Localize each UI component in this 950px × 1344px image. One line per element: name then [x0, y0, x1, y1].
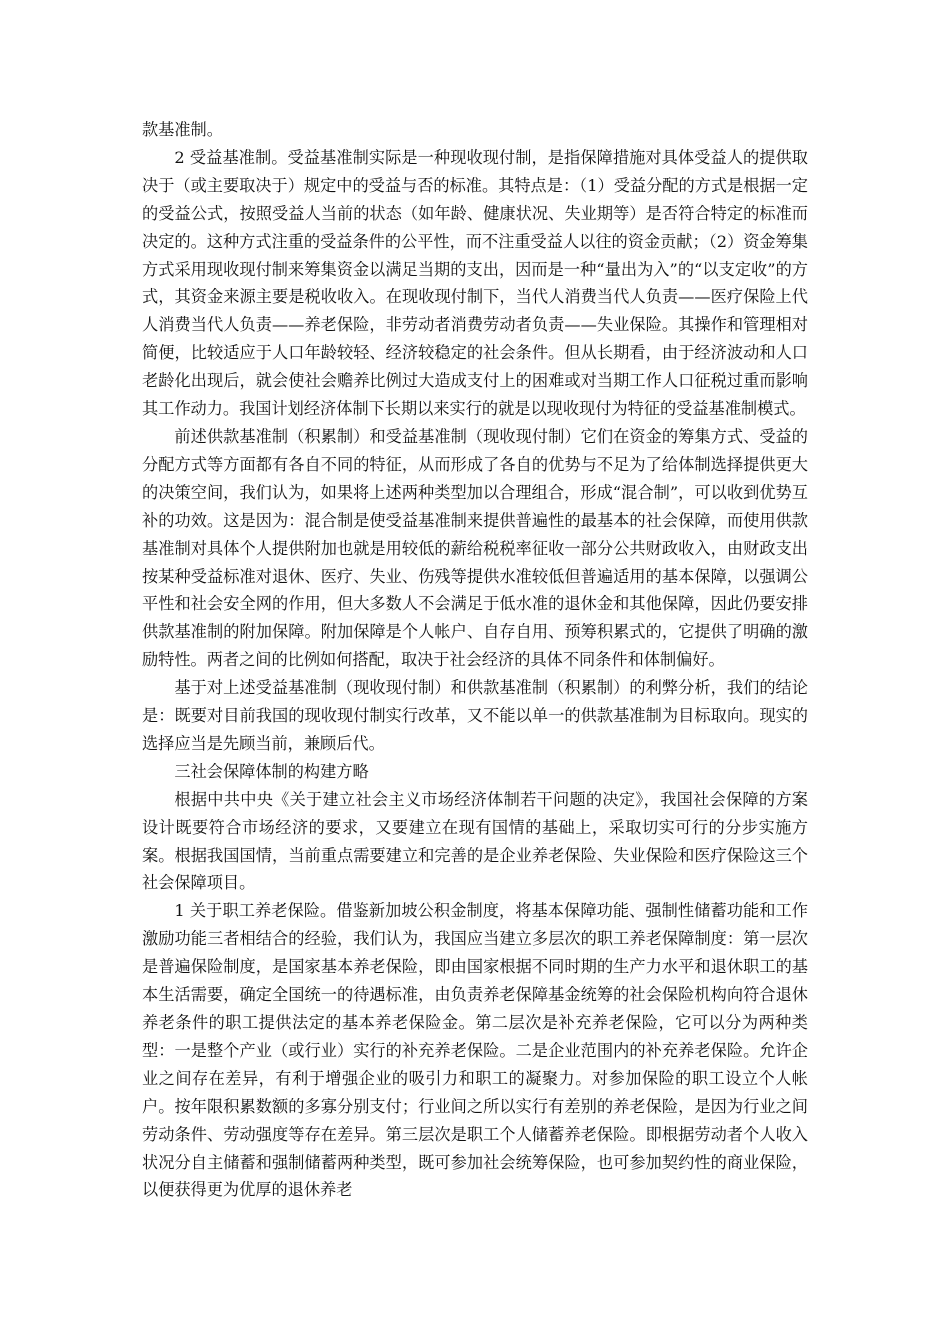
section-heading: 三社会保障体制的构建方略 — [174, 761, 369, 781]
document-body — [142, 116, 808, 1204]
paragraph-mixed-system: 前述供款基准制（积累制）和受益基准制（现收现付制）它们在资金的筹集方式、受益的分配方式等方面都有各自不同的特征，从而形成了各自的优势与不足为了给体制选择提供更大的决策空间，我们认为，如果将上述两种类型加以合理组合，形成“混合制”，可以收到优势互补的功效。这是因为：混合制是使受益基准制来提供普遍性的最基本的社会保障，而使用供款基准制对具体个人提供附加也就是用较低的薪给税税率征收一部分公共财政收入，由财政支出按某种受益标准对退休、医疗、失业、伤残等提供水准较低但普遍适用的基本保障，以强调公平性和社会安全网的作用，但大多数人不会满足于低水准的退休金和其他保障，因此仍要安排供款基准制的附加保障。附加保障是个人帐户、自存自用、预筹积累式的，它提供了明确的激励特性。两者之间的比例如何搭配，取决于社会经济的具体不同条件和体制偏好。 — [142, 426, 808, 670]
paragraph-benefit-based-system: 2 受益基准制。受益基准制实际是一种现收现付制，是指保障措施对具体受益人的提供取决于（或主要取决于）规定中的受益与否的标准。其特点是：（1）受益分配的方式是根据一定的受益公式，按照受益人当前的状态（如年龄、健康状况、失业期等）是否符合特定的标准而决定的。这种方式注重的受益条件的公平性，而不注重受益人以往的资金贡献；（2）资金筹集方式采用现收现付制来筹集资金以满足当期的支出，因而是一种“量出为入”的“以支定收”的方式，其资金来源主要是税收收入。在现收现付制下，当代人消费当代人负责——医疗保险上代人消费当代人负责——养老保险，非劳动者消费劳动者负责——失业保险。其操作和管理相对简便，比较适应于人口年龄较轻、经济较稳定的社会条件。但从长期看，由于经济波动和人口老龄化出现后，就会使社会赡养比例过大造成支付上的困难或对当期工作人口征税过重而影响其工作动力。我国计划经济体制下长期以来实行的就是以现收现付为特征的受益基准制模式。 — [142, 147, 808, 419]
paragraph-pension-insurance: 1 关于职工养老保险。借鉴新加坡公积金制度，将基本保障功能、强制性储蓄功能和工作激励功能三者相结合的经验，我们认为，我国应当建立多层次的职工养老保障制度：第一层次是普遍保险制度，是国家基本养老保险，即由国家根据不同时期的生产力水平和退休职工的基本生活需要，确定全国统一的待遇标准，由负责养老保障基金统筹的社会保险机构向符合退休养老条件的职工提供法定的基本养老保险金。第二层次是补充养老保险，它可以分为两种类型：一是整个产业（或行业）实行的补充养老保险。二是企业范围内的补充养老保险。允许企业之间存在差异，有利于增强企业的吸引力和职工的凝聚力。对参加保险的职工设立个人帐户。按年限积累数额的多寡分别支付；行业间之所以实行有差别的养老保险，是因为行业之间劳动条件、劳动强度等存在差异。第三层次是职工个人储蓄养老保险。即根据劳动者个人收入状况分自主储蓄和强制储蓄两种类型，既可参加社会统筹保险，也可参加契约性的商业保险，以便获得更为优厚的退休养老 — [142, 901, 808, 1200]
paragraph-continuation: 款基准制。 — [142, 120, 223, 139]
paragraph-policy-basis: 根据中共中央《关于建立社会主义市场经济体制若干问题的决定》，我国社会保障的方案设计既要符合市场经济的要求，又要建立在现有国情的基础上，采取切实可行的分步实施方案。根据我国国情，当前重点需要建立和完善的是企业养老保险、失业保险和医疗保险这三个社会保障项目。 — [142, 789, 808, 893]
paragraph-conclusion: 基于对上述受益基准制（现收现付制）和供款基准制（积累制）的利弊分析，我们的结论是：既要对目前我国的现收现付制实行改革，又不能以单一的供款基准制为目标取向。现实的选择应当是先顾当前，兼顾后代。 — [142, 678, 808, 753]
